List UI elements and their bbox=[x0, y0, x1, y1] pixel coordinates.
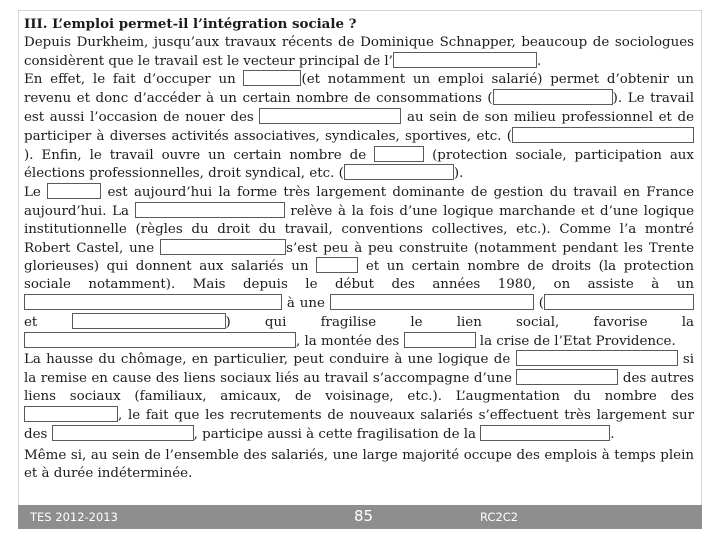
blank-box bbox=[24, 294, 282, 310]
text-segment: ). Le travail est aussi l’occasion de nouer des bbox=[24, 91, 694, 125]
blank-box bbox=[516, 350, 678, 366]
text-segment: ) qui fragilise le lien social, favorise la bbox=[225, 314, 694, 330]
blank-box bbox=[493, 89, 613, 105]
text-segment: ). bbox=[453, 166, 464, 182]
blank-box bbox=[344, 164, 454, 180]
text-segment: des autres liens sociaux (familiaux, amicaux, de voisinage, etc.). L’augmentation du nombre des bbox=[24, 371, 694, 404]
section-title: III. L’emploi permet-il l’intégration sociale ? bbox=[24, 16, 357, 32]
footer-code-label: RC2C2 bbox=[480, 510, 519, 524]
text-segment: ( bbox=[533, 295, 544, 311]
text-segment: , participe aussi à cette fragilisation de la bbox=[193, 426, 481, 442]
blank-box bbox=[330, 294, 534, 310]
text-segment: . bbox=[610, 426, 615, 442]
paragraph-4 bbox=[24, 447, 694, 483]
blank-box bbox=[480, 425, 610, 441]
text-segment: Le bbox=[24, 185, 48, 201]
blank-box bbox=[516, 369, 618, 385]
text-segment: relève à la fois d’une logique marchande et d’une logique institutionnelle (règles du droit du travail, conventions collectives, etc.). Comme l’a montré Robert Castel, une bbox=[24, 203, 694, 256]
blank-box bbox=[47, 183, 101, 199]
paragraph-3 bbox=[24, 350, 694, 443]
text-segment: s’est peu à peu construite (notamment pendant les Trente glorieuses) qui donnent aux salariés un bbox=[24, 240, 695, 275]
blank-box bbox=[52, 425, 194, 441]
paragraph-2 bbox=[24, 183, 694, 350]
text-segment: et bbox=[24, 314, 72, 330]
blank-box bbox=[24, 406, 118, 422]
blank-box bbox=[316, 257, 358, 273]
blank-box bbox=[160, 239, 286, 255]
text-segment: si la remise en cause des liens sociaux liés au travail s’accompagne d’une bbox=[24, 352, 694, 387]
text-segment: Depuis Durkheim, jusqu’aux travaux récents de Dominique Schnapper, beaucoup de sociologues considèrent que le travail est le vecteur principal de l’ bbox=[24, 34, 694, 69]
blank-box bbox=[393, 52, 537, 68]
blank-box bbox=[72, 313, 226, 329]
text-segment: à une bbox=[282, 295, 330, 311]
blank-box bbox=[135, 202, 285, 218]
text-segment: (et notamment un emploi salarié) permet d’obtenir un revenu et donc d’accéder à un certain nombre de consommations ( bbox=[24, 72, 694, 107]
document-body bbox=[24, 16, 694, 483]
text-segment: , la montée des bbox=[296, 333, 404, 349]
text-segment: et un certain nombre de droits (la protection sociale notamment). Mais depuis le début des années 1980, on assiste à un bbox=[24, 259, 694, 293]
footer-class-label: TES 2012-2013 bbox=[30, 510, 118, 524]
blank-box bbox=[512, 127, 694, 143]
text-segment: , le fait que les recrutements de nouveaux salariés s’effectuent très largement sur des bbox=[24, 407, 694, 442]
text-segment: La hausse du chômage, en particulier, peut conduire à une logique de bbox=[24, 352, 516, 368]
text-segment: . bbox=[536, 53, 542, 69]
text-segment: (protection sociale, participation aux élections professionnelles, droit syndical, etc. ( bbox=[24, 147, 694, 182]
text-segment: En effet, le fait d’occuper un bbox=[24, 72, 244, 88]
blank-box bbox=[24, 332, 296, 348]
text-segment: est aujourd’hui la forme très largement dominante de gestion du travail en France aujourd’hui. La bbox=[24, 185, 695, 219]
text-segment: ). Enfin, le travail ouvre un certain nombre de bbox=[24, 147, 375, 163]
paragraph-1 bbox=[24, 34, 694, 183]
blank-box bbox=[544, 294, 694, 310]
footer-page-number: 85 bbox=[354, 507, 374, 525]
text-segment: Même si, au sein de l’ensemble des salariés, une large majorité occupe des emplois à temps plein et à durée indéterminée. bbox=[24, 448, 694, 482]
blank-box bbox=[404, 332, 476, 348]
text-segment: la crise de l’Etat Providence. bbox=[475, 333, 676, 349]
blank-box bbox=[259, 108, 401, 124]
text-segment: au sein de son milieu professionnel et de participer à diverses activités associatives, syndicales, sportives, etc. ( bbox=[24, 109, 694, 144]
blank-box bbox=[374, 146, 424, 162]
footer-bar bbox=[18, 505, 702, 529]
blank-box bbox=[243, 70, 301, 86]
